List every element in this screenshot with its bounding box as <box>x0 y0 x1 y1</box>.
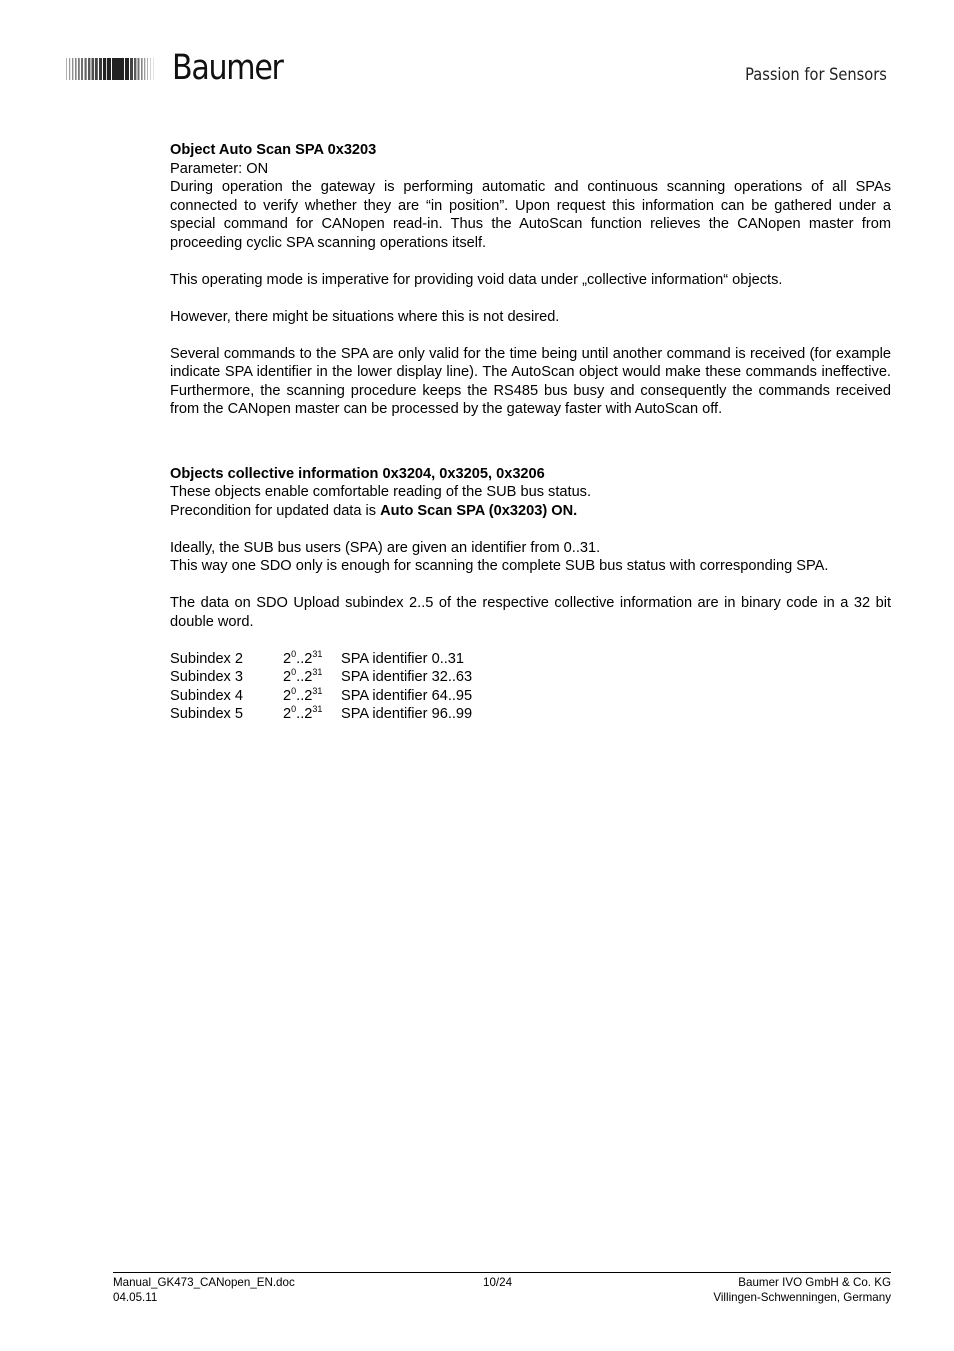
paragraph-one-sdo: This way one SDO only is enough for scanning the complete SUB bus status with corresponding SPA. <box>170 558 829 574</box>
paragraph-autoscan-description: During operation the gateway is performing automatic and continuous scanning operations of all SPAs connected to verify whether they are “in position”. Upon request this information can be gathered under a special command for CANopen read-in. Thus the AutoScan function relieves the CANopen master from proceeding cyclic SPA scanning operations itself. <box>170 179 891 251</box>
footer-divider <box>113 1272 891 1273</box>
brand-tagline: Passion for Sensors <box>745 65 887 85</box>
precondition-text: Precondition for updated data is <box>170 502 381 519</box>
line-objects-enable: These objects enable comfortable reading of the SUB bus status. <box>170 484 592 500</box>
parameter-line: Parameter: ON <box>170 160 269 177</box>
table-row <box>170 650 891 669</box>
footer-date: 04.05.11 <box>113 1291 158 1304</box>
subindex-label: Subindex 2 <box>170 650 244 667</box>
baumer-logo-mark <box>66 52 160 86</box>
paragraph-not-desired: However, there might be situations where this is not desired. <box>170 308 560 325</box>
section-heading-collective-info: Objects collective information 0x3204, 0x3205, 0x3206 <box>170 465 545 482</box>
subindex-label: Subindex 3 <box>170 669 244 685</box>
footer-location: Villingen-Schwenningen, Germany <box>713 1291 891 1304</box>
identifier-range: SPA identifier 0..31 <box>341 650 465 667</box>
bit-range: $2^0..2^{31}$ <box>283 667 323 685</box>
document-body <box>170 141 891 724</box>
subindex-label: Subindex 4 <box>170 687 244 704</box>
footer-company: Baumer IVO GmbH & Co. KG <box>738 1276 891 1289</box>
footer-right <box>713 1275 891 1305</box>
bit-range: $2^0..2^{31}$ <box>283 704 323 722</box>
paragraph-sdo-upload: The data on SDO Upload subindex 2..5 of the respective collective information are in binary code in a 32 bit double word. <box>170 595 891 630</box>
precondition-bold: Auto Scan SPA (0x3203) ON. <box>380 502 578 519</box>
section-heading-auto-scan: Object Auto Scan SPA 0x3203 <box>170 142 377 158</box>
paragraph-operating-mode: This operating mode is imperative for providing void data under „collective information“ objects. <box>170 271 783 288</box>
identifier-range: SPA identifier 64..95 <box>341 687 473 704</box>
identifier-range: SPA identifier 96..99 <box>341 706 473 722</box>
identifier-range: SPA identifier 32..63 <box>341 669 473 685</box>
table-row <box>170 705 891 724</box>
table-row <box>170 687 891 706</box>
line-precondition <box>170 502 891 521</box>
footer-page-number: 10/24 <box>483 1276 513 1289</box>
footer-left <box>113 1275 295 1305</box>
bit-range: $2^0..2^{31}$ <box>283 685 323 704</box>
table-row <box>170 668 891 687</box>
line-identifier-range: Ideally, the SUB bus users (SPA) are given an identifier from 0..31. <box>170 539 601 556</box>
subindex-label: Subindex 5 <box>170 706 244 722</box>
bit-range: $2^0..2^{31}$ <box>283 648 323 667</box>
paragraph-commands: Several commands to the SPA are only valid for the time being until another command is received (for example indicate SPA identifier in the lower display line). The AutoScan object would make these commands ineffective. Furthermore, the scanning procedure keeps the RS485 bus busy and consequently the commands received from the CANopen master can be processed by the gateway faster with AutoScan off. <box>170 345 891 417</box>
subindex-table <box>170 650 891 724</box>
footer-filename: Manual_GK473_CANopen_EN.doc <box>113 1276 295 1289</box>
brand-name: Baumer <box>172 48 283 88</box>
